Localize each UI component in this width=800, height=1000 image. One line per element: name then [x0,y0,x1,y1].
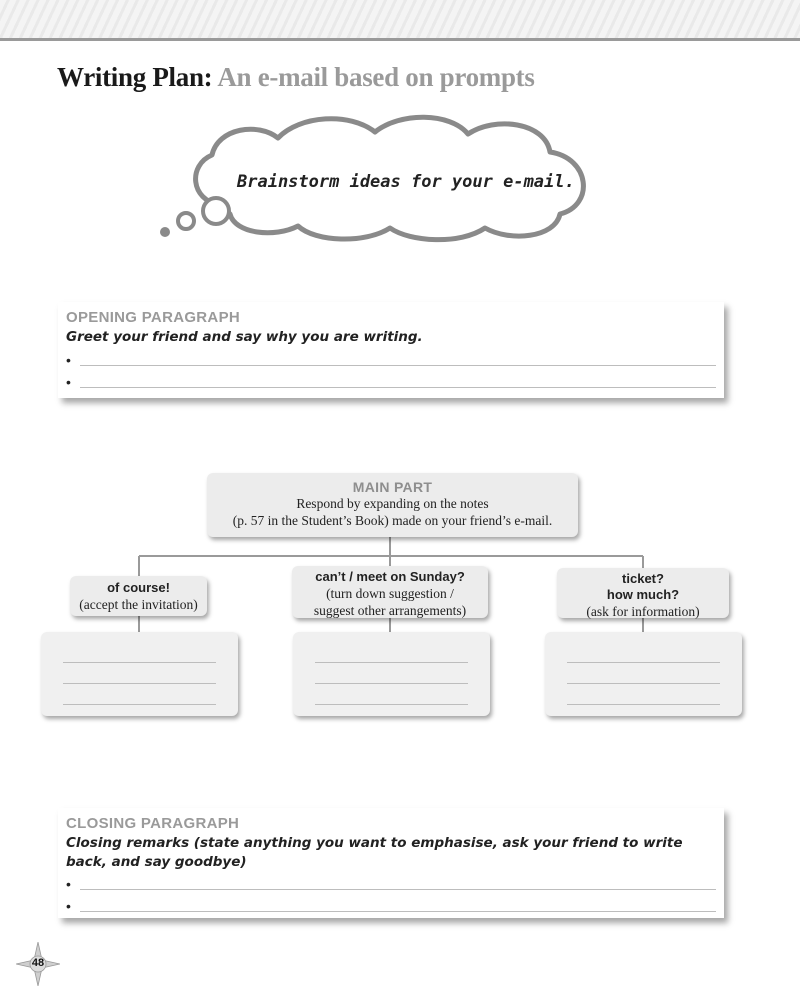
closing-instruction-line-2: back, and say goodbye) [66,854,247,870]
cloud-prompt: Brainstorm ideas for your e-mail. [237,172,575,192]
prompt-box-decline [292,566,488,618]
main-part-heading: MAIN PART [352,479,433,495]
closing-instruction-line-1: Closing remarks (state anything you want to emphasise, ask your friend to write [66,835,683,851]
prompt-note: (accept the invitation) [79,597,198,612]
bullet-dot: • [66,898,71,914]
page-number-badge [20,942,64,986]
prompt-note: (ask for information) [586,604,700,619]
bullet-dot: • [66,876,71,892]
main-part-line-1: Respond by expanding on the notes [296,496,489,511]
opening-instruction: Greet your friend and say why you are writing. [66,329,423,345]
prompt-box-accept [70,576,207,616]
bullet-dot: • [66,374,71,390]
prompt-keyword: ticket? [622,571,664,586]
closing-heading: CLOSING PARAGRAPH [66,815,240,832]
prompt-keyword: can’t / meet on Sunday? [315,569,465,584]
page-number: 48 [31,957,45,969]
prompt-box-ticket [557,568,729,618]
title-subtitle: An e-mail based on prompts [217,62,535,92]
main-part-box [207,473,578,537]
prompt-keyword: of course! [107,580,170,595]
answer-box-accept[interactable] [41,632,238,716]
closing-bullet-2[interactable] [66,900,716,914]
opening-heading: OPENING PARAGRAPH [66,309,241,326]
closing-paragraph-panel [58,808,724,918]
prompt-note-2: suggest other arrangements) [313,603,467,618]
answer-box-ticket[interactable] [545,632,742,716]
prompt-note: (turn down suggestion / [326,586,454,601]
title-lead: Writing Plan: [57,62,213,92]
answer-box-decline[interactable] [293,632,490,716]
prompt-keyword-2: how much? [606,587,680,602]
bullet-dot: • [66,352,71,368]
main-part-line-2: (p. 57 in the Student’s Book) made on your friend’s e-mail. [232,513,553,528]
closing-bullet-1[interactable] [66,878,716,892]
